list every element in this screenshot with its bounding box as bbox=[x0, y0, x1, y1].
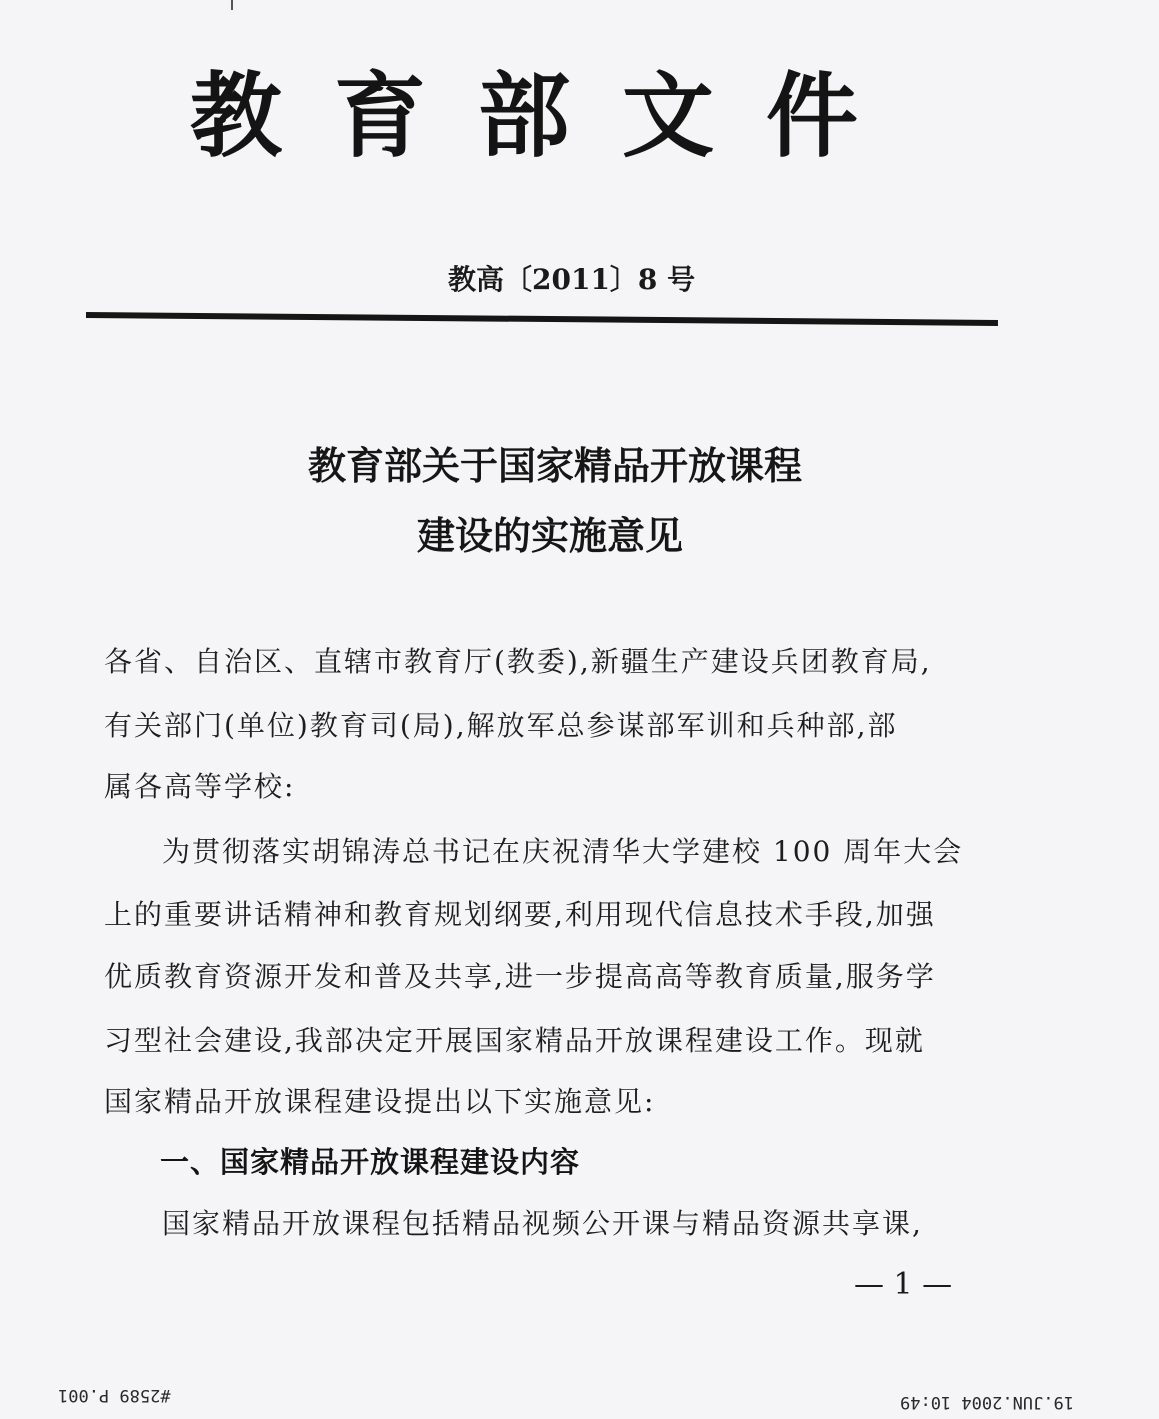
paragraph-1-line-3: 优质教育资源开发和普及共享,进一步提高高等教育质量,服务学 bbox=[104, 960, 936, 993]
recipient-line-1: 各省、自治区、直辖市教育厅(教委),新疆生产建设兵团教育局, bbox=[104, 645, 932, 678]
section-1-heading: 一、国家精品开放课程建设内容 bbox=[160, 1145, 581, 1179]
paragraph-1-line-4: 习型社会建设,我部决定开展国家精品开放课程建设工作。现就 bbox=[104, 1024, 925, 1057]
paragraph-1-line-2: 上的重要讲话精神和教育规划纲要,利用现代信息技术手段,加强 bbox=[104, 898, 936, 931]
recipient-line-2: 有关部门(单位)教育司(局),解放军总参谋部军训和兵种部,部 bbox=[104, 709, 898, 742]
scan-artifact bbox=[231, 0, 233, 10]
header-divider bbox=[86, 312, 998, 326]
recipient-line-3: 属各高等学校: bbox=[104, 770, 296, 803]
header-title: 教育部文件 bbox=[190, 62, 911, 170]
page-number: — 1 — bbox=[854, 1267, 953, 1302]
fax-header-right: 19.JUN.2004 10:49 bbox=[900, 1392, 1074, 1412]
paragraph-1-line-5: 国家精品开放课程建设提出以下实施意见: bbox=[104, 1085, 656, 1118]
document-title-line-1: 教育部关于国家精品开放课程 bbox=[307, 443, 802, 488]
document-title-line-2: 建设的实施意见 bbox=[416, 513, 683, 558]
document-number: 教高〔2011〕8 号 bbox=[448, 263, 696, 296]
fax-header-left: #2589 P.001 bbox=[58, 1385, 171, 1405]
section-1-paragraph-line-1: 国家精品开放课程包括精品视频公开课与精品资源共享课, bbox=[162, 1207, 923, 1240]
paragraph-1-line-1: 为贯彻落实胡锦涛总书记在庆祝清华大学建校 100 周年大会 bbox=[162, 835, 964, 868]
